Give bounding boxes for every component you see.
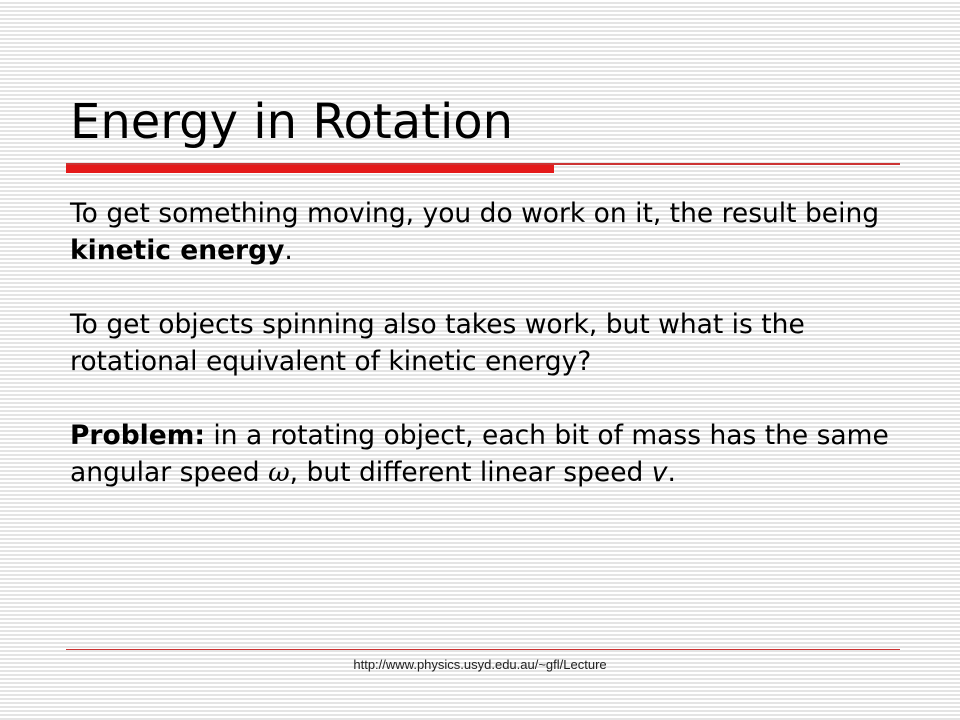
slide-title: Energy in Rotation [70,94,514,150]
emphasis-kinetic-energy: kinetic energy [70,235,285,266]
velocity-symbol: v [651,457,668,488]
title-underline-accent [66,165,554,173]
paragraph-text: . [284,235,293,266]
paragraph-text: in a rotating object, each bit of mass has the same angular speed [70,420,889,488]
paragraph-text: , but different linear speed [289,457,652,488]
paragraph-text: . [667,457,676,488]
omega-symbol: ω [268,457,290,488]
paragraph-kinetic-energy [70,195,910,269]
problem-label: Problem: [70,420,205,451]
paragraph-problem [70,417,910,491]
paragraph-text: To get something moving, you do work on it, the result being [70,198,880,229]
paragraph-text: To get objects spinning also takes work, but what is the rotational equivalent of kinetic energy? [70,309,805,377]
slide-body [70,195,910,528]
paragraph-rotational-work [70,306,910,380]
footer-url: http://www.physics.usyd.edu.au/~gfl/Lecture [353,657,607,672]
footer-divider [66,649,900,650]
